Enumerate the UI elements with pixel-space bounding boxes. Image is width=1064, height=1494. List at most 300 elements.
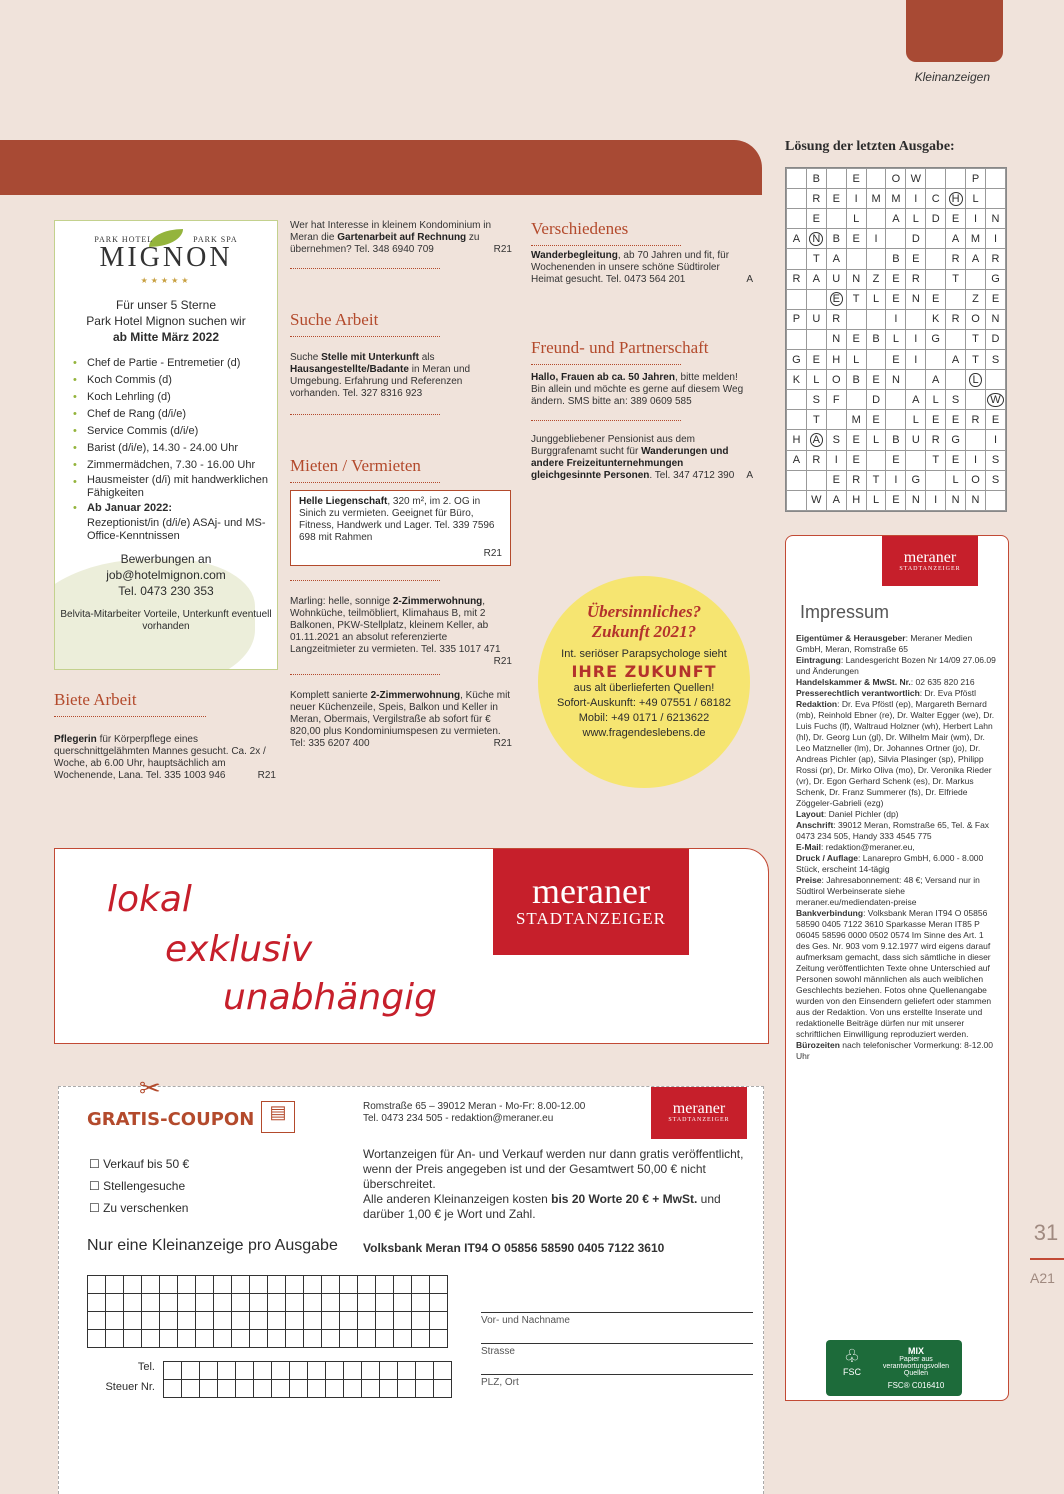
grid-cell: I — [985, 430, 1005, 450]
grid-cell: I — [866, 229, 886, 249]
impressum-entry — [796, 853, 998, 875]
grid-cell — [966, 370, 986, 390]
grid-cell: G — [946, 430, 966, 450]
grid-cell: U — [806, 309, 826, 329]
grid-cell: D — [906, 229, 926, 249]
entry-box[interactable] — [362, 1380, 380, 1398]
logo-main: meraner — [672, 1100, 726, 1117]
grid-cell: C — [926, 189, 946, 209]
entry-box[interactable] — [286, 1330, 304, 1348]
impressum-value: : Meraner Medien GmbH, Meran, Romstraße 65 — [796, 633, 973, 654]
entry-box[interactable] — [196, 1312, 214, 1330]
entry-box[interactable] — [358, 1276, 376, 1294]
city-line[interactable] — [481, 1357, 753, 1375]
solution-title: Lösung der letzten Ausgabe: — [785, 139, 955, 154]
grid-cell: I — [886, 470, 906, 490]
entry-box[interactable] — [200, 1362, 218, 1380]
entry-box[interactable] — [416, 1380, 434, 1398]
divider — [54, 716, 206, 717]
grid-cell: E — [985, 289, 1005, 309]
name-line[interactable] — [481, 1299, 753, 1313]
grid-cell: R — [966, 410, 986, 430]
grid-cell: A — [926, 370, 946, 390]
entry-box[interactable] — [160, 1312, 178, 1330]
grid-cell: P — [966, 169, 986, 189]
entry-box[interactable] — [214, 1330, 232, 1348]
entry-box[interactable] — [250, 1312, 268, 1330]
option-verkauf[interactable]: ☐ Verkauf bis 50 € — [89, 1157, 190, 1171]
grid-cell — [787, 470, 807, 490]
circled-letter: N — [809, 232, 823, 246]
entry-box[interactable] — [344, 1380, 362, 1398]
entry-box[interactable] — [124, 1312, 142, 1330]
entry-box[interactable] — [232, 1276, 250, 1294]
entry-box[interactable] — [304, 1276, 322, 1294]
tax-label: Steuer Nr. — [105, 1381, 155, 1393]
entry-box[interactable] — [416, 1362, 434, 1380]
entry-box[interactable] — [106, 1276, 124, 1294]
entry-box[interactable] — [412, 1276, 430, 1294]
grid-cell — [946, 169, 966, 189]
grid-cell: E — [866, 410, 886, 430]
entry-box[interactable] — [88, 1294, 106, 1312]
entry-box[interactable] — [124, 1294, 142, 1312]
grid-cell: R — [985, 249, 1005, 269]
job-item: • Service Commis (d/i/e) — [73, 423, 277, 440]
entry-box[interactable] — [106, 1330, 124, 1348]
grid-cell: L — [866, 289, 886, 309]
section-heading: Mieten / Vermieten — [290, 456, 421, 475]
grid-cell: T — [946, 269, 966, 289]
entry-box[interactable] — [304, 1312, 322, 1330]
impressum-label: Presserechtlich verantwortlich — [796, 688, 920, 698]
grid-cell: S — [826, 430, 846, 450]
tax-number-field[interactable] — [163, 1379, 452, 1398]
entry-box[interactable] — [142, 1294, 160, 1312]
grid-row — [787, 370, 1006, 390]
entry-box[interactable] — [434, 1362, 452, 1380]
grid-cell — [985, 189, 1005, 209]
ad-title: Übersinnliches? — [586, 602, 702, 621]
entry-box[interactable] — [236, 1380, 254, 1398]
grid-cell: E — [886, 490, 906, 510]
grid-cell — [906, 370, 926, 390]
coupon-info — [363, 1147, 749, 1222]
hotel-foot: Belvita-Mitarbeiter Vorteile, Unterkunft eventuell vorhanden — [60, 609, 272, 632]
entry-box[interactable] — [236, 1362, 254, 1380]
impressum-label: E-Mail — [796, 842, 822, 852]
entry-box[interactable] — [232, 1294, 250, 1312]
entry-box[interactable] — [178, 1276, 196, 1294]
ad-code: R21 — [493, 738, 512, 749]
grid-cell — [787, 189, 807, 209]
grid-cell: H — [826, 349, 846, 369]
ad-code: R21 — [257, 770, 276, 781]
entry-box[interactable] — [412, 1294, 430, 1312]
grid-cell: R — [906, 269, 926, 289]
entry-box[interactable] — [218, 1362, 236, 1380]
ad-text: . Tel. 347 4712 390 — [649, 470, 735, 481]
entry-box[interactable] — [412, 1330, 430, 1348]
entry-box[interactable] — [376, 1330, 394, 1348]
info-text: und darüber 1,00 € je Wort und Zahl. — [363, 1192, 721, 1221]
entry-box[interactable] — [178, 1312, 196, 1330]
grid-cell: U — [826, 269, 846, 289]
entry-box[interactable] — [380, 1380, 398, 1398]
grid-cell — [846, 309, 866, 329]
grid-cell: G — [926, 329, 946, 349]
grid-cell: W — [806, 490, 826, 510]
grid-cell — [926, 269, 946, 289]
word-entry-grid[interactable] — [87, 1275, 448, 1348]
impressum-label: Handelskammer & MwSt. Nr. — [796, 677, 911, 687]
entry-box[interactable] — [286, 1294, 304, 1312]
entry-box[interactable] — [376, 1312, 394, 1330]
entry-box[interactable] — [394, 1276, 412, 1294]
entry-box[interactable] — [142, 1276, 160, 1294]
grid-cell — [906, 450, 926, 470]
entry-box[interactable] — [160, 1294, 178, 1312]
grid-cell: T — [846, 289, 866, 309]
category-options — [89, 1153, 189, 1219]
entry-box[interactable] — [434, 1380, 452, 1398]
hotel-intro — [55, 297, 277, 345]
ad-link: www.fragendeslebens.de — [582, 727, 706, 739]
section-heading: Biete Arbeit — [54, 690, 137, 709]
grid-cell: N — [906, 490, 926, 510]
entry-box[interactable] — [430, 1276, 448, 1294]
grid-cell: L — [946, 470, 966, 490]
logo-sub: STADTANZEIGER — [899, 566, 961, 572]
option-label: Zu verschenken — [103, 1201, 189, 1215]
entry-box[interactable] — [268, 1312, 286, 1330]
impressum-value: : Jahresabonnement: 48 €; Versand nur in Südtirol Werbeinserate siehe meraner.eu/mediendaten-preise — [796, 875, 980, 907]
intro-date: ab Mitte März 2022 — [112, 330, 220, 344]
entry-box[interactable] — [394, 1330, 412, 1348]
entry-box[interactable] — [254, 1362, 272, 1380]
grid-cell: I — [985, 229, 1005, 249]
entry-box[interactable] — [164, 1380, 182, 1398]
grid-row — [787, 410, 1006, 430]
grid-cell: N — [886, 370, 906, 390]
entry-box[interactable] — [214, 1294, 232, 1312]
scissors-icon: ✂ — [139, 1073, 161, 1103]
grid-cell — [806, 430, 826, 450]
entry-box[interactable] — [394, 1312, 412, 1330]
grid-cell: A — [826, 490, 846, 510]
ad-code: A — [746, 274, 753, 285]
fsc-brand: FSC — [843, 1367, 861, 1377]
entry-box[interactable] — [88, 1312, 106, 1330]
entry-box[interactable] — [322, 1276, 340, 1294]
suche-heading-wrap — [290, 310, 440, 337]
entry-box[interactable] — [164, 1362, 182, 1380]
entry-box[interactable] — [380, 1362, 398, 1380]
impressum-entry — [796, 842, 998, 853]
grid-cell: R — [787, 269, 807, 289]
entry-box[interactable] — [182, 1362, 200, 1380]
divider — [531, 420, 681, 421]
entry-box[interactable] — [398, 1362, 416, 1380]
entry-box[interactable] — [232, 1330, 250, 1348]
impressum-entry — [796, 809, 998, 820]
ad-text: Komplett sanierte — [290, 690, 371, 701]
entry-box[interactable] — [178, 1294, 196, 1312]
divider — [290, 674, 440, 675]
entry-box[interactable] — [340, 1312, 358, 1330]
grid-cell: E — [985, 410, 1005, 430]
entry-box[interactable] — [88, 1276, 106, 1294]
brand-right: PARK SPA — [193, 235, 238, 244]
impressum-label: Preise — [796, 875, 822, 885]
entry-box[interactable] — [272, 1362, 290, 1380]
classified-ad — [290, 220, 512, 256]
ad-bold: 2-Zimmerwohnung — [370, 690, 461, 701]
stadtanzeiger-ad — [54, 848, 769, 1044]
grid-cell: L — [846, 349, 866, 369]
grid-cell: R — [946, 309, 966, 329]
classified-ad — [531, 372, 753, 408]
grid-cell: G — [787, 349, 807, 369]
entry-box[interactable] — [250, 1330, 268, 1348]
impressum-label: Druck / Auflage — [796, 853, 859, 863]
grid-cell — [926, 229, 946, 249]
entry-box[interactable] — [196, 1294, 214, 1312]
grid-cell — [787, 289, 807, 309]
entry-box[interactable] — [254, 1380, 272, 1398]
grid-cell: R — [806, 189, 826, 209]
ad-code: R21 — [493, 244, 512, 255]
ad-text: , ab 70 Jahren und fit, für Wochenenden in unsere schöne Südtiroler Heimat gesucht. Tel. 0473 564 201 — [531, 250, 730, 285]
grid-cell: S — [946, 390, 966, 410]
entry-box[interactable] — [412, 1312, 430, 1330]
ad-bold: 2-Zimmerwohnung — [392, 596, 483, 607]
grid-cell: O — [826, 370, 846, 390]
psychic-ad — [538, 576, 750, 788]
grid-cell — [826, 410, 846, 430]
entry-box[interactable] — [232, 1312, 250, 1330]
entry-box[interactable] — [362, 1362, 380, 1380]
fsc-badge — [826, 1340, 962, 1396]
grid-cell: N — [946, 490, 966, 510]
coupon-contact — [363, 1101, 585, 1125]
job-list — [73, 355, 277, 543]
entry-box[interactable] — [430, 1312, 448, 1330]
section-heading: Freund- und Partnerschaft — [531, 338, 709, 357]
classified-ad — [54, 734, 276, 782]
entry-box[interactable] — [142, 1312, 160, 1330]
entry-box[interactable] — [214, 1312, 232, 1330]
impressum-value: : 02 635 820 216 — [910, 677, 975, 687]
grid-cell — [846, 390, 866, 410]
grid-cell: R — [826, 309, 846, 329]
entry-box[interactable] — [160, 1330, 178, 1348]
entry-box[interactable] — [142, 1330, 160, 1348]
entry-box[interactable] — [340, 1294, 358, 1312]
grid-cell: M — [886, 189, 906, 209]
entry-box[interactable] — [124, 1276, 142, 1294]
tel-field[interactable] — [163, 1361, 452, 1380]
entry-box[interactable] — [178, 1330, 196, 1348]
logo-main: meraner — [532, 871, 650, 911]
newspaper-icon: ▤ — [261, 1101, 295, 1133]
entry-box[interactable] — [286, 1276, 304, 1294]
entry-box[interactable] — [200, 1380, 218, 1398]
coupon-notice: Nur eine Kleinanzeige pro Ausgabe — [87, 1237, 338, 1254]
entry-box[interactable] — [214, 1276, 232, 1294]
entry-box[interactable] — [376, 1294, 394, 1312]
logo-sub: STADTANZEIGER — [515, 909, 667, 928]
grid-cell: T — [866, 470, 886, 490]
entry-box[interactable] — [358, 1312, 376, 1330]
entry-box[interactable] — [88, 1330, 106, 1348]
grid-row — [787, 169, 1006, 189]
entry-box[interactable] — [340, 1276, 358, 1294]
ad-bold: Wanderungen und andere Freizeitunternehmungen gleichgesinnte Personen — [531, 446, 729, 481]
ad-bold: Pflegerin — [54, 734, 97, 745]
impressum-box — [785, 535, 1009, 1401]
entry-box[interactable] — [250, 1294, 268, 1312]
classified-ad — [290, 352, 512, 400]
grid-cell: I — [926, 490, 946, 510]
section-label: Kleinanzeigen — [914, 70, 990, 84]
ad-text: , 320 m², im 2. OG in Sinich zu vermieten. Geeignet für Büro, Fitness, Handwerk und Lager. Tel. 339 7596 698 mit Rahmen — [299, 496, 495, 543]
divider — [290, 268, 440, 269]
classified-ad — [531, 250, 753, 286]
entry-box[interactable] — [268, 1294, 286, 1312]
grid-cell — [826, 209, 846, 229]
entry-box[interactable] — [394, 1294, 412, 1312]
grid-cell: E — [946, 209, 966, 229]
entry-box[interactable] — [358, 1294, 376, 1312]
entry-box[interactable] — [376, 1276, 394, 1294]
impressum-entry — [796, 908, 998, 1040]
ad-text: in Meran und Umgebung. Erfahrung und Referenzen vorhanden. Tel. 327 8316 923 — [290, 364, 471, 399]
grid-cell: O — [966, 470, 986, 490]
grid-cell: E — [826, 189, 846, 209]
grid-cell: T — [806, 410, 826, 430]
crossword-table — [786, 168, 1006, 511]
meraner-logo — [882, 536, 978, 586]
entry-box[interactable] — [272, 1380, 290, 1398]
coupon-bank: Volksbank Meran IT94 O 05856 58590 0405 7122 3610 — [363, 1241, 665, 1255]
ad-title: Zukunft 2021? — [591, 622, 697, 641]
ad-bold: Gartenarbeit auf Rechnung — [337, 232, 467, 243]
top-tab — [906, 0, 1003, 62]
impressum-entry — [796, 1040, 998, 1062]
entry-box[interactable] — [290, 1380, 308, 1398]
entry-box[interactable] — [322, 1294, 340, 1312]
grid-cell: A — [946, 229, 966, 249]
entry-box[interactable] — [340, 1330, 358, 1348]
option-verschenken[interactable]: ☐ Zu verschenken — [89, 1201, 189, 1215]
mieten-heading-wrap — [290, 456, 440, 483]
grid-cell: N — [846, 269, 866, 289]
entry-box[interactable] — [322, 1330, 340, 1348]
entry-box[interactable] — [430, 1294, 448, 1312]
grid-cell — [787, 209, 807, 229]
ad-text: zu übernehmen? Tel. 348 6940 709 — [290, 232, 480, 255]
street-line[interactable] — [481, 1326, 753, 1344]
impressum-value: : Volksbank Meran IT94 O 05856 58590 0405 7122 3610 Sparkasse Meran IT85 P 06045 58596 0000 0502 0574 Im Sinne des Art. 1 des Ges. Nr. 903 vom 9.12.1977 wird eigens darauf aufmerksam gemacht, dass sich sämtliche in dieser Zeitung veröffentlichten Texte ohne Unterschied auf Personen sowohl männlichen als auch weiblichen Geschlechts beziehen. Fotos ohne Quellenangabe wurden von den Einsendern geliefert oder stammen aus der Redaktion. Von uns erstellte Inserate und redaktionelle Beiträge dürfen nur mit unserer schriftlichen Einwilligung reproduziert werden. — [796, 908, 992, 1039]
entry-box[interactable] — [268, 1330, 286, 1348]
entry-box[interactable] — [196, 1330, 214, 1348]
entry-box[interactable] — [196, 1276, 214, 1294]
entry-box[interactable] — [358, 1330, 376, 1348]
grid-cell — [985, 390, 1005, 410]
grid-cell — [926, 470, 946, 490]
grid-cell — [906, 309, 926, 329]
entry-box[interactable] — [308, 1362, 326, 1380]
divider — [290, 336, 440, 337]
divider — [290, 482, 440, 483]
ad-text: , Wohnküche, teilmöbliert, Klimahaus B, mit 2 Balkonen, PKW-Stellplatz, kleinem Keller, ab 01.11.2021 an absolut referenzierte Langzeitmieter zu vermieten. Tel. 335 1017 471 — [290, 596, 501, 655]
entry-box[interactable] — [304, 1330, 322, 1348]
grid-row — [787, 209, 1006, 229]
option-stellengesuche[interactable]: ☐ Stellengesuche — [89, 1179, 186, 1193]
address-fields — [481, 1299, 753, 1388]
grid-cell — [866, 450, 886, 470]
entry-box[interactable] — [430, 1330, 448, 1348]
slogan-line: unabhängig — [223, 977, 437, 1018]
entry-box[interactable] — [124, 1330, 142, 1348]
entry-box[interactable] — [290, 1362, 308, 1380]
grid-cell: B — [846, 370, 866, 390]
entry-box[interactable] — [160, 1276, 178, 1294]
biete-arbeit-heading-wrap — [54, 690, 206, 717]
grid-cell: T — [966, 329, 986, 349]
entry-box[interactable] — [326, 1380, 344, 1398]
grid-cell: E — [886, 450, 906, 470]
entry-box[interactable] — [326, 1362, 344, 1380]
grid-cell — [946, 370, 966, 390]
grid-cell: I — [966, 450, 986, 470]
entry-box[interactable] — [106, 1294, 124, 1312]
page-divider — [1030, 1258, 1064, 1260]
grid-cell: A — [966, 249, 986, 269]
entry-box[interactable] — [250, 1276, 268, 1294]
ad-text: , Küche mit neuer Küchenzeile, Speis, Balkon und Keller in Meran, Obermais, Vergilstraße ab sofort für € 820,00 plus Kondominiumspesen zu vermieten. Tel: 335 6207 400 — [290, 690, 511, 749]
entry-box[interactable] — [268, 1276, 286, 1294]
entry-box[interactable] — [322, 1312, 340, 1330]
impressum-value: : Landesgericht Bozen Nr 14/09 27.06.09 und Änderungen — [796, 655, 996, 676]
grid-cell — [806, 470, 826, 490]
entry-box[interactable] — [308, 1380, 326, 1398]
grid-cell: A — [906, 390, 926, 410]
circled-letter: L — [969, 373, 981, 387]
impressum-value: : Lanarepro GmbH, 6.000 - 8.000 Stück, erscheint 14-tägig — [796, 853, 984, 874]
ad-line: Int. seriöser Parapsychologe sieht — [561, 648, 727, 660]
grid-cell: M — [866, 189, 886, 209]
coupon-title: GRATIS-COUPON — [87, 1109, 255, 1130]
ad-text: Junggebliebener Pensionist aus dem Burggrafenamt sucht für — [531, 434, 695, 457]
grid-cell: K — [787, 370, 807, 390]
impressum-label: Eintragung — [796, 655, 841, 665]
entry-box[interactable] — [344, 1362, 362, 1380]
grid-cell: Z — [866, 269, 886, 289]
grid-cell: B — [866, 329, 886, 349]
entry-box[interactable] — [182, 1380, 200, 1398]
city-label: PLZ, Ort — [481, 1377, 519, 1388]
grid-cell: I — [906, 349, 926, 369]
entry-box[interactable] — [218, 1380, 236, 1398]
entry-box[interactable] — [304, 1294, 322, 1312]
job-item: • Zimmermädchen, 7.30 - 16.00 Uhr — [73, 457, 277, 474]
entry-box[interactable] — [398, 1380, 416, 1398]
entry-box[interactable] — [106, 1312, 124, 1330]
grid-row — [787, 229, 1006, 249]
entry-box[interactable] — [286, 1312, 304, 1330]
